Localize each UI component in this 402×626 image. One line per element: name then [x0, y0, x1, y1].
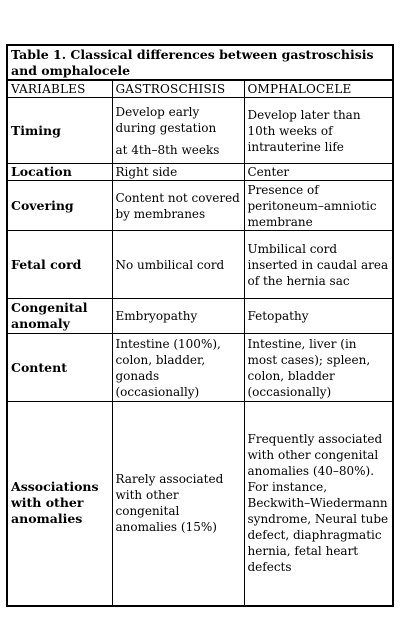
row-omphalocele: Frequently associated with other congenital anomalies (40–80%). For instance, Beckwith–Wiedermann syndrome, Neural tube defect, diaphragmatic hernia, fetal heart defects [244, 402, 392, 605]
header-variables: VARIABLES [8, 81, 112, 98]
row-gastroschisis: Right side [112, 164, 244, 181]
header-row [8, 81, 392, 98]
row-omphalocele: Fetopathy [244, 299, 392, 334]
row-gastroschisis: Rarely associated with other congenital anomalies (15%) [112, 402, 244, 605]
row-omphalocele: Develop later than 10th weeks of intrauterine life [244, 98, 392, 164]
gastroschisis-line: at 4th–8th weeks [115, 142, 220, 157]
row-variable: Fetal cord [8, 231, 112, 299]
row-omphalocele: Presence of peritoneum–amniotic membrane [244, 181, 392, 231]
row-variable: Timing [8, 98, 112, 164]
row-omphalocele: Center [244, 164, 392, 181]
table-row [8, 299, 392, 334]
header-gastroschisis: GASTROSCHISIS [112, 81, 244, 98]
row-variable: Associations with other anomalies [8, 402, 112, 605]
row-gastroschisis: Intestine (100%), colon, bladder, gonads (occasionally) [112, 334, 244, 402]
table-caption: Table 1. Classical differences between gastroschisis and omphalocele [8, 46, 392, 80]
table-row [8, 231, 392, 299]
header-omphalocele: OMPHALOCELE [244, 81, 392, 98]
row-variable: Content [8, 334, 112, 402]
row-gastroschisis [112, 98, 244, 164]
gastroschisis-line: Develop early during gestation [115, 104, 217, 135]
table-row [8, 181, 392, 231]
row-variable: Congenital anomaly [8, 299, 112, 334]
row-gastroschisis: Content not covered by membranes [112, 181, 244, 231]
row-gastroschisis: No umbilical cord [112, 231, 244, 299]
table-row [8, 98, 392, 164]
row-omphalocele: Intestine, liver (in most cases); spleen, colon, bladder (occasionally) [244, 334, 392, 402]
row-variable: Location [8, 164, 112, 181]
table-grid [8, 80, 392, 605]
row-omphalocele: Umbilical cord inserted in caudal area of the hernia sac [244, 231, 392, 299]
row-gastroschisis: Embryopathy [112, 299, 244, 334]
table-row [8, 334, 392, 402]
table-row [8, 164, 392, 181]
comparison-table [6, 44, 394, 607]
row-variable: Covering [8, 181, 112, 231]
table-row [8, 402, 392, 605]
